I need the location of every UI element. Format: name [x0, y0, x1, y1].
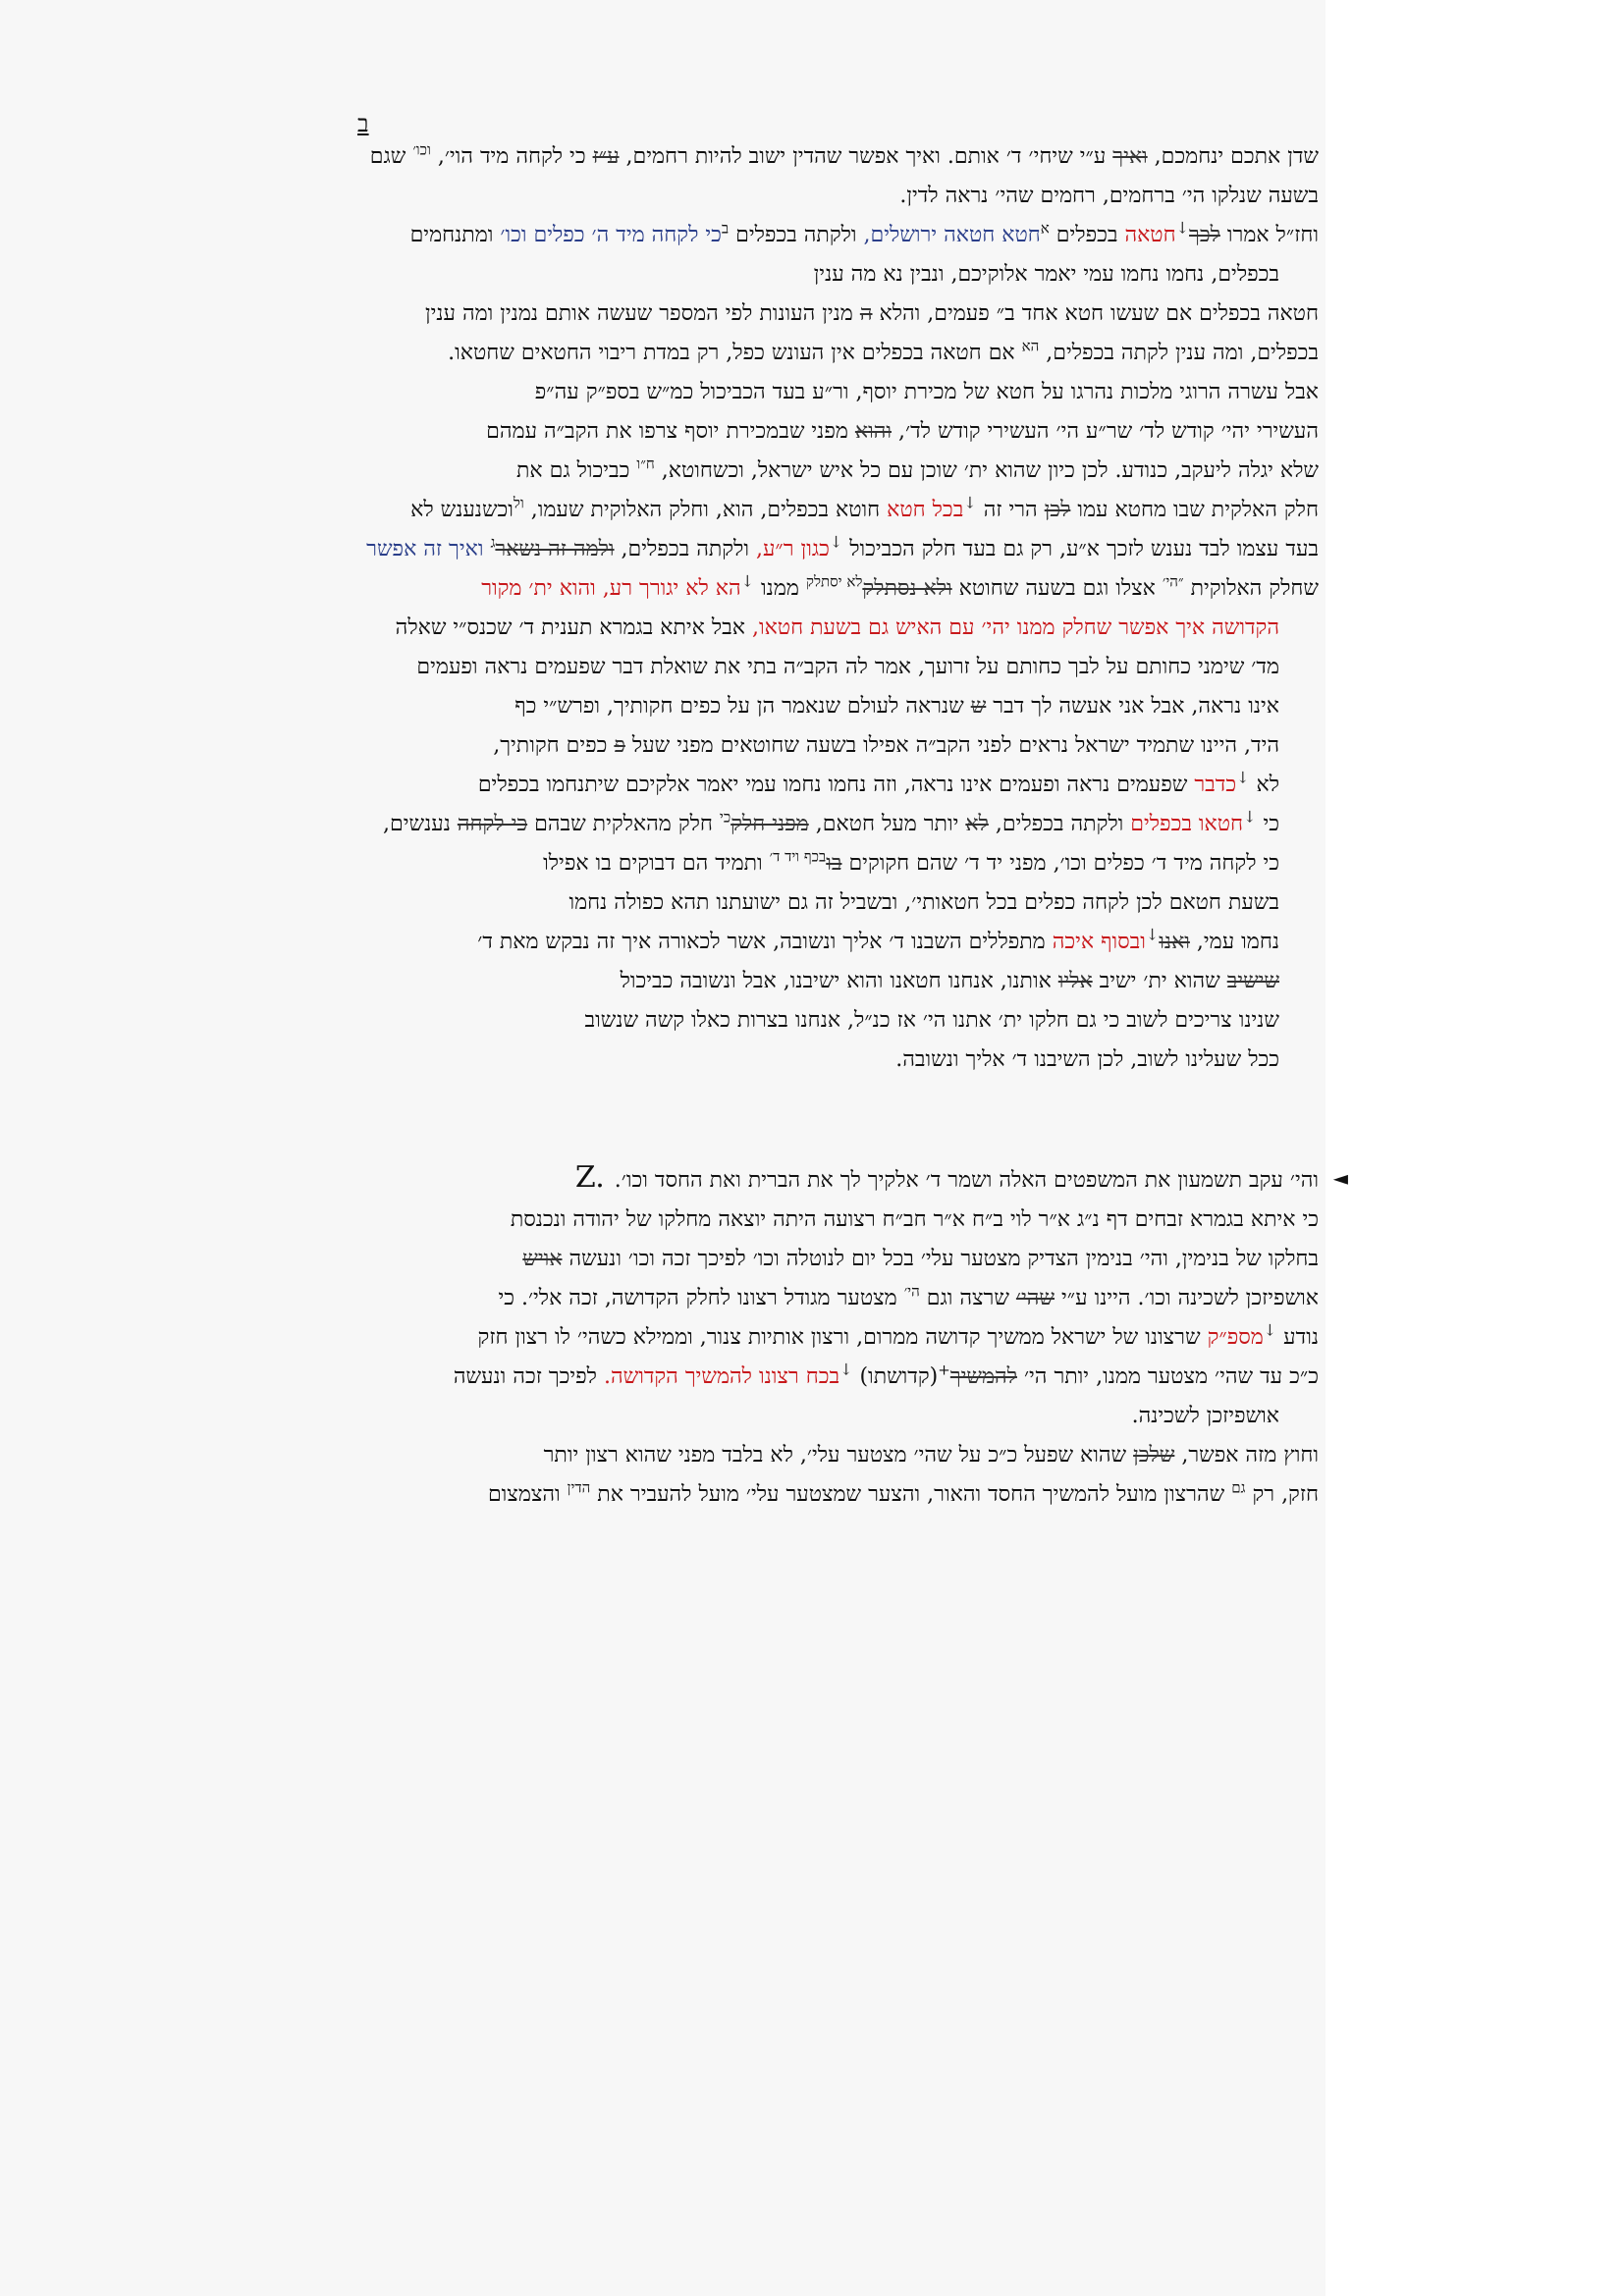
insertion-arrow-icon: ↓ [1243, 807, 1257, 827]
text-line: אושפיזכן לשכינה וכו׳. היינו ע״י שהי׳ שרצה וגם $^{הי׳}$ מצטער מגודל רצונו לחלק הקדושה, זכה אלי׳. כי [498, 1282, 1319, 1310]
text-line: שדן אתכם ינחמכם, ואיך ע״י שיחי׳ ד׳ אותם. ואיך אפשר שהדין ישוב להיות רחמים, ע״ז כי לקחה מיד הוי׳, $^{וכו׳}$ שגם [369, 140, 1319, 169]
text-line: שלא יגלה ליעקב, כנודע. לכן כיון שהוא ית׳ שוכן עם כל איש ישראל, וכשחוטא, $^{ח״ו}$ כביכול גם את [515, 454, 1319, 483]
text-line: כי איתא בגמרא זבחים דף נ״ג א״ר לוי ב״ח א״ר חב״ח רצועה היתה יוצאה מחלקו של יהודה ונכנסת [510, 1207, 1319, 1232]
text-line: העשירי יהי׳ קודש לד׳ שר״ע הי׳ העשירי קודש לד׳, והוא מפני שבמכירת יוסף צרפו את הקב״ה עמהם [486, 419, 1319, 444]
manuscript-text [327, 137, 1348, 1515]
insertion-arrow-icon: ↓ [1175, 218, 1190, 238]
text-line: חלק האלקית שבו מחטא עמו לכן הרי זה ↓בכל חטא חוטא בכפלים, הוא, וחלק האלוקית שעמו, $^{ול}$וכשנענש לא [410, 493, 1319, 522]
insertion-arrow-icon: ↓ [1145, 925, 1160, 944]
text-line: לא ↓כדבר שפעמים נראה ופעמים אינו נראה, וזה נחמו נחמו עמי יאמר אלקיכם שיתנחמו בכפלים [477, 768, 1279, 797]
insertion-arrow-icon: ↓ [839, 1360, 853, 1379]
text-line: אבל עשרה הרוגי מלכות נהרגו על חטא של מכירת יוסף, ור״ע בעד הכביכול כמ״ש בספ״ק עה״פ [534, 380, 1319, 404]
text-line: חזק, רק $^{גם}$ שהרצון מועל להמשיך החסד והאור, והצער שמצטער עלי׳ מועל להעביר את $^{הדין}$ והצמצום [487, 1478, 1319, 1507]
text-line: וחז״ל אמרו לכך↓חטאה בכפלים $^א$חטא חטאה ירושלים, ולקתה בכפלים $^ב$כי לקחה מיד ה׳ כפלים וכו׳ ומתנחמים [409, 218, 1319, 247]
text-line: כי ↓חטאו בכפלים ולקתה בכפלים, לא יותר מעל חטאם, מפני חלק$^{כי}$ חלק מהאלקית שבהם כי לקחה נענשים, [383, 807, 1279, 836]
text-line: נחמו עמי, ואנו↓ובסוף איכה מתפללים השבנו ד׳ אליך ונשובה, אשר לכאורה איך זה נבקש מאת ד׳ [477, 925, 1279, 954]
text-line: כ״כ עד שהי׳ מצטער ממנו, יותר הי׳ להמשיך+(קדושתו) ↓בכח רצונו להמשיך הקדושה. לפיכך זכה ונעשה [453, 1360, 1319, 1389]
text-line: כי לקחה מיד ד׳ כפלים וכו׳, מפני יד ד׳ שהם חקוקים בו$^{בכף ויד ד׳}$ ותמיד הם דבוקים בו אפילו [543, 847, 1279, 876]
text-line: בעד עצמו לבד נענש לזכך א״ע, רק גם בעד חלק הכביכול ↓כגון ר״ע, ולקתה בכפלים, ולמה זה נשאר$^ג$ ואיך זה אפשר [366, 532, 1319, 561]
text-line: בכפלים, נחמו נחמו עמי יאמר אלוקיכם, ונבין נא מה ענין [813, 262, 1279, 287]
text-line: בחלקו של בנימין, והי׳ בנימין הצדיק מצטער עלי׳ בכל יום לנוטלה וכו׳ לפיכך זכה וכו׳ ונעשה אויש [522, 1247, 1319, 1271]
text-line: ככל שעלינו לשוב, לכן השיבנו ד׳ אליך ונשובה. [895, 1047, 1279, 1072]
text-line: בשעה שנלקו הי׳ ברחמים, רחמים שהי׳ נראה לדין. [899, 184, 1319, 208]
text-line: אושפיזכן לשכינה. [1131, 1404, 1279, 1428]
insertion-arrow-icon: ↓ [740, 571, 755, 591]
insertion-arrow-icon: ↓ [829, 532, 843, 552]
bullet-marker-icon: ◄ [1332, 1166, 1348, 1190]
insertion-arrow-icon: ↓ [1263, 1320, 1277, 1340]
text-line: בשעת חטאם לכן לקחה כפלים בכל חטאותי׳, ובשביל זה גם ישועתנו תהא כפולה נחמו [568, 890, 1279, 915]
text-line: וחוץ מזה אפשר, שלכן שהוא שפעל כ״כ על שהי׳ מצטער עלי׳, לא בלבד מפני שהוא רצון יותר [543, 1443, 1319, 1468]
text-line: שחלק האלוקית $^{״הי׳}$ אצלו וגם בשעה שחוטא ולא נסתלק$^{לא יסתלק}$ ממנו ↓הא לא יגורך רע, והוא ית׳ מקור [481, 571, 1319, 601]
text-line: חטאה בכפלים אם שעשו חטא אחד ב״ פעמים, והלא ה מנין העונות לפי המספר שעשה אותם נמנין ומה ענין [425, 301, 1319, 326]
text-line: הקדושה איך אפשר שחלק ממנו יהי׳ עם האיש גם בשעת חטאו, אבל איתא בגמרא תענית ד׳ שכנס״י שאלה [395, 615, 1279, 640]
page-marker: ב [357, 110, 369, 137]
text-line: ◄ והי׳ עקב תשמעון את המשפטים האלה ושמר ד׳ אלקיך לך את הברית ואת החסד וכו׳.Z. [327, 1158, 1319, 1201]
text-line: שישיב שהוא ית׳ ישיב אליו אותנו, אנחנו חטאנו והוא ישיבנו, אבל ונשובה כביכול [620, 969, 1279, 993]
insertion-arrow-icon: ↓ [1236, 768, 1250, 787]
text-line: היד, היינו שתמיד ישראל נראים לפני הקב״ה אפילו בשעה שחוטאים מפני שעל פ כפים חקותיך, [493, 733, 1279, 758]
insertion-arrow-icon: ↓ [963, 493, 977, 512]
text-line: אינו נראה, אבל אני אעשה לך דבר ש שנראה לעולם שנאמר הן על כפים חקותיך, ופרש״י כף [514, 694, 1279, 719]
text-line: נודע ↓מספ״ק שרצונו של ישראל ממשיך קדושה ממרום, ורצון אותיות צנור, וממילא כשהי׳ לו רצון חזק [477, 1320, 1319, 1350]
text-line: בכפלים, ומה ענין לקתה בכפלים, $^{הא}$ אם חטאה בכפלים אין העונש כפל, רק במדת ריבוי החטאים שחטאו. [448, 337, 1319, 365]
text-line: מד׳ שימני כחותם על לבך כחותם על זרועך, אמר לה הקב״ה בתי את שואלת דבר שפעמים נראה ופעמים [416, 655, 1279, 679]
text-line: שנינו צריכים לשוב כי גם חלקו ית׳ אתנו הי׳ אז כנ״ל, אנחנו בצרות כאלו קשה שנשוב [584, 1008, 1279, 1033]
